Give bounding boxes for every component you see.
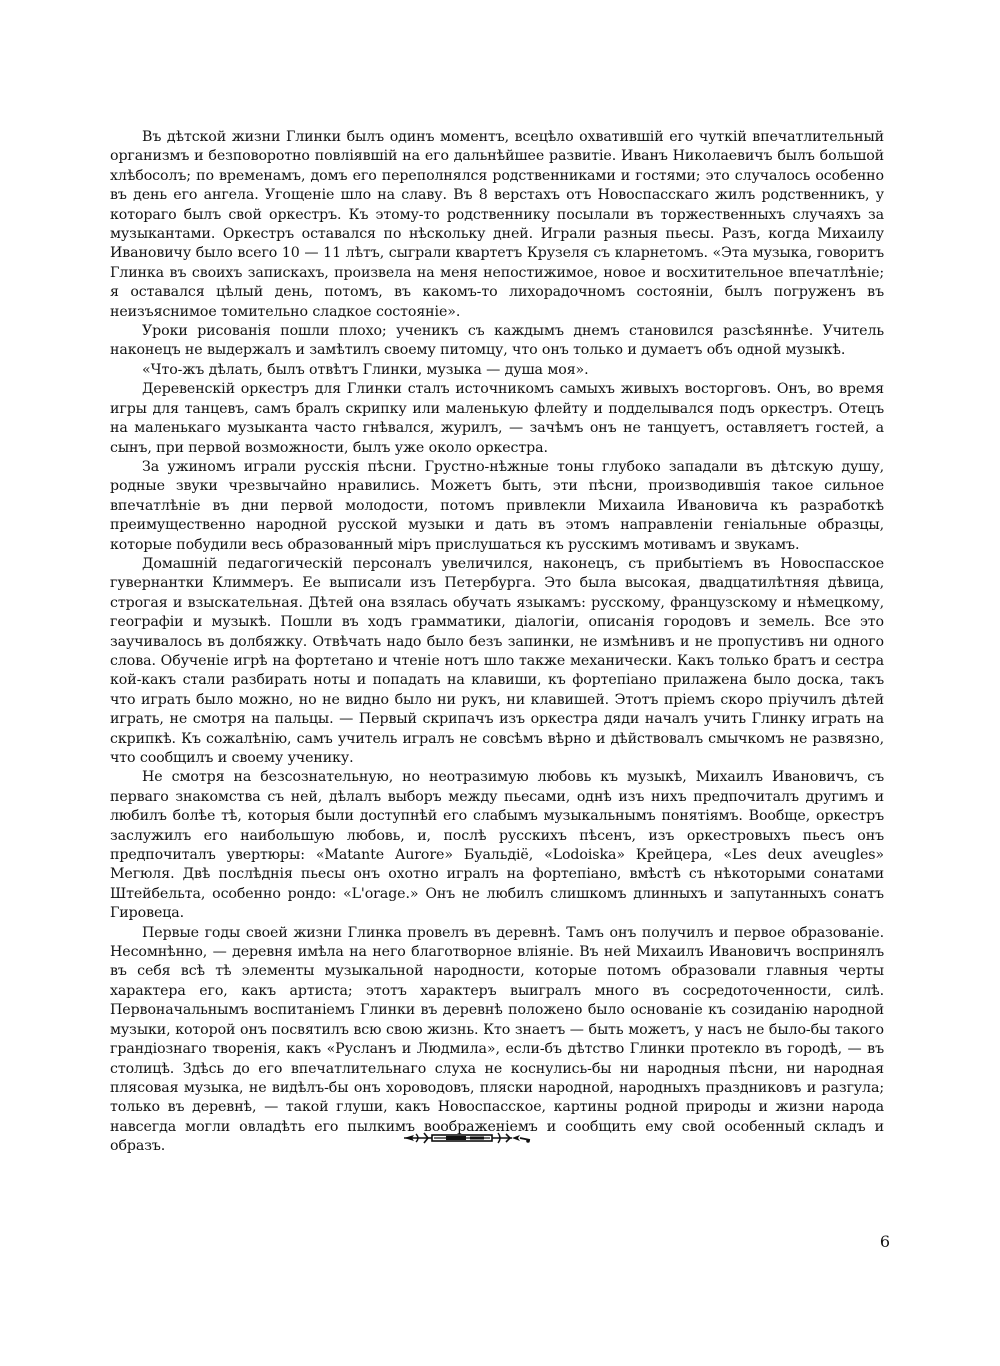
paragraph: Уроки рисованія пошли плохо; ученикъ съ каждымъ днемъ становился разсѣяннѣе. Учитель наконецъ не выдержалъ и замѣтилъ своему питомцу, что онъ только и думаетъ объ одной музыкѣ. — [110, 323, 884, 359]
paragraph: Первые годы своей жизни Глинка провелъ въ деревнѣ. Тамъ онъ получилъ и первое образованіе. Несомнѣнно, — деревня имѣла на него благотворное вліяніе. Въ ней Михаилъ Ивановичъ воспринялъ въ себя всѣ тѣ элементы музыкальной народности, которые потомъ образовали главныя черты характера его, какъ артиста; этотъ характеръ выигралъ много въ сосредоточенности, силѣ. Первоначальнымъ воспитаніемъ Глинки въ деревнѣ положено было основаніе къ созиданію народной музыки, которой онъ посвятилъ всю свою жизнь. Кто знаетъ — быть можетъ, у насъ не было-бы такого грандіознаго творенія, какъ «Русланъ и Людмила», если-бъ дѣтство Глинки протекло въ городѣ, — въ столицѣ. Здѣсь до его впечатлительнаго слуха не коснулись-бы ни народныя пѣсни, ни народная плясовая музыка, не видѣлъ-бы онъ хороводовъ, пляски народной, народныхъ праздниковъ и разгула; только въ деревнѣ, — такой глуши, какъ Новоспасское, картины родной природы и жизни народа навсегда могли овладѣть его пылкимъ воображеніемъ и сообщить ему свой особенный складъ и образъ. — [110, 924, 884, 1155]
article-body — [110, 128, 884, 1157]
decorative-tailpiece-icon — [402, 1128, 532, 1148]
paragraph: Домашній педагогическій персоналъ увеличился, наконецъ, съ прибытіемъ въ Новоспасское гувернантки Климмеръ. Ее выписали изъ Петербурга. Это была высокая, двадцатилѣтняя дѣвица, строгая и взыскательная. Дѣтей она взялась обучать языкамъ: русскому, французскому и нѣмецкому, географіи и музыкѣ. Пошли въ ходъ грамматики, діалогіи, описанія городовъ и земель. Все это заучивалось въ долбяжку. Отвѣчать надо было безъ запинки, не измѣнивъ и не пропустивъ ни одного слова. Обученіе игрѣ на фортетано и чтеніе нотъ шло также механически. Какъ только братъ и сестра кой-какъ стали разбирать ноты и попадать на клавиши, къ фортепіано прилажена было доска, такъ что играть было можно, но не видно было ни рукъ, ни клавишей. Этотъ пріемъ скоро пріучилъ дѣтей играть, не смотря на пальцы. — Первый скрипачъ изъ оркестра дяди началъ учить Глинку играть на скрипкѣ. Къ сожалѣнію, самъ учитель игралъ не совсѣмъ вѣрно и дѣйствовалъ смычкомъ не развязно, что сообщилъ и своему ученику. — [110, 555, 884, 766]
paragraph: Деревенскій оркестръ для Глинки сталъ источникомъ самыхъ живыхъ восторговъ. Онъ, во время игры для танцевъ, самъ бралъ скрипку или маленькую флейту и подделывался подъ оркестръ. Отецъ на маленькаго музыканта часто гнѣвался, журилъ, — зачѣмъ онъ не танцуетъ, оставляетъ гостей, а сынъ, при первой возможности, былъ уже около оркестра. — [110, 381, 884, 456]
paragraph: Не смотря на безсознательную, но неотразимую любовь къ музыкѣ, Михаилъ Ивановичъ, съ перваго знакомства съ ней, дѣлалъ выборъ между пьесами, однѣ изъ нихъ предпочиталъ другимъ и любилъ болѣе тѣ, которыя были доступнѣй его слабымъ музыкальнымъ понятіямъ. Вообще, оркестръ заслужилъ его наибольшую любовь, и, послѣ русскихъ пѣсенъ, изъ оркестровыхъ пьесъ онъ предпочиталъ увертюры: «Matante Aurore» Буальдіё, «Lodoiska» Крейцера, «Les deux aveugles» Мегюля. Двѣ послѣднія пьесы онъ охотно игралъ на фортепіано, вмѣстѣ съ нѣкоторыми сонатами Штейбельта, особенно рондо: «L'orage.» Онъ не любилъ слишкомъ длинныхъ и запутанныхъ сонатъ Гировеца. — [110, 769, 884, 922]
paragraph: Въ дѣтской жизни Глинки былъ одинъ моментъ, всецѣло охватившій его чуткій впечатлительный организмъ и безповоротно повліявшій на его дальнѣйшее развитіе. Иванъ Николаевичъ былъ большой хлѣбосолъ; по временамъ, домъ его переполнялся родственниками и гостями; это случалось особенно въ день его ангела. Угощеніе шло на славу. Въ 8 верстахъ отъ Новоспасскаго жилъ родственникъ, у котораго былъ свой оркестръ. Къ этому-то родственнику посылали въ торжественныхъ случаяхъ за музыкантами. Оркестръ оставался по нѣскольку дней. Играли разныя пьесы. Разъ, когда Михаилу Ивановичу было всего 10 — 11 лѣтъ, сыграли квартетъ Крузеля съ кларнетомъ. «Эта музыка, говоритъ Глинка въ своихъ запискахъ, произвела на меня непостижимое, новое и восхитительное впечатлѣніе; я оставался цѣлый день, потомъ, въ какомъ-то лихорадочномъ состояніи, былъ погруженъ въ неизъяснимое томительно сладкое состояніе». — [110, 129, 884, 320]
paragraph: За ужиномъ играли русскія пѣсни. Грустно-нѣжные тоны глубоко западали въ дѣтскую душу, родные звуки чрезвычайно нравились. Можетъ быть, эти пѣсни, производившія такое сильное впечатлѣніе въ дни первой молодости, потомъ привлекли Михаила Ивановича къ разработкѣ преимущественно народной русской музыки и дать въ этомъ направленіи геніальные образцы, которые побудили весь образованный міръ прислушаться къ русскимъ мотивамъ и звукамъ. — [110, 458, 884, 553]
page-number: 6 — [879, 1232, 890, 1251]
paragraph: «Что-жъ дѣлать, былъ отвѣтъ Глинки, музыка — душа моя». — [142, 361, 589, 378]
